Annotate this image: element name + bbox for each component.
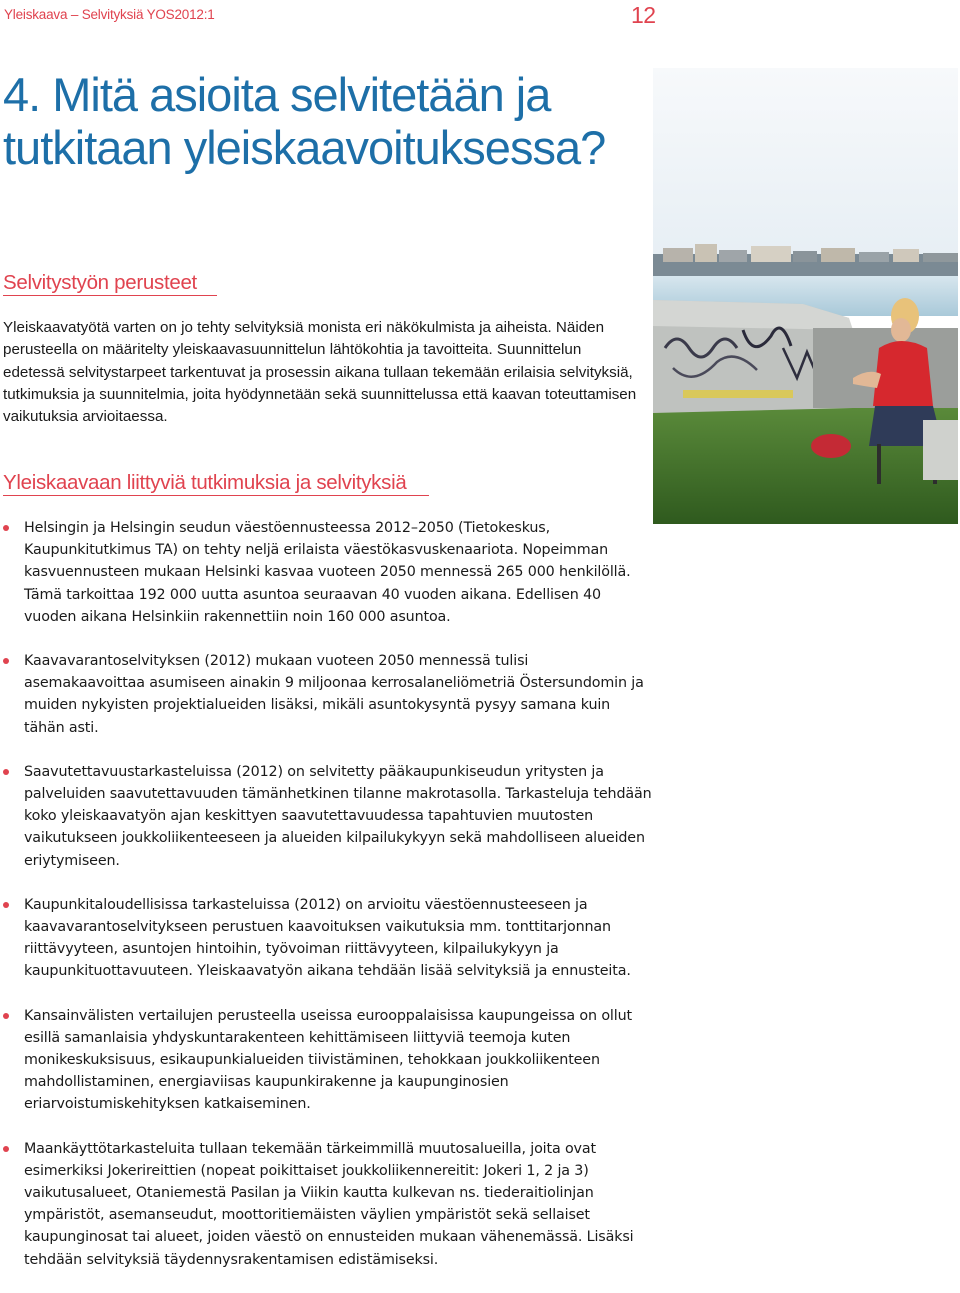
list-item-text: Helsingin ja Helsingin seudun väestöennusteessa 2012–2050 (Tietokeskus, Kaupunkitutkimus TA) on tehty neljä erilaista väestökasvuskenaariota. Nopeimman kasvuennusteen mukaan Helsinki kasvaa vuoteen 2050 mennessä 265 000 henkilöllä. Tämä tarkoittaa 192 000 uutta asuntoa seuraavan 40 vuoden aikana. Edellisen 40 vuoden aikana Helsinkiin rakennettiin noin 160 000 asuntoa. [24,520,631,625]
list-item [3,761,653,872]
list-item-text: Kaavavarantoselvityksen (2012) mukaan vuoteen 2050 mennessä tulisi asemakaavoittaa asumiseen ainakin 9 miljoonaa kerrosalaneliömetriä Östersundomin ja muiden nykyisten projektialueiden lisäksi, mikäli asuntokysyntä pysyy samana kuin tähän asti. [24,653,644,736]
list-item-text: Kaupunkitaloudellisissa tarkasteluissa (2012) on arvioitu väestöennusteeseen ja kaavavarantoselvitykseen perustuen kaavoituksen vaikutuksia mm. tonttitarjonnan riittävyyteen, asuntojen hintoihin, työvoiman riittävyyteen, kilpailukykyyn ja kaupunkituottavuuteen. Yleiskaavatyön aikana tehdään lisää selvityksiä ja ennusteita. [24,896,631,980]
page-number: 12 [631,2,656,28]
bullet-icon [3,1146,9,1152]
list-item [3,1005,653,1116]
list-item [3,517,653,628]
bullet-icon [3,902,9,908]
bullet-icon [3,525,9,531]
list-item-text: Maankäyttötarkasteluita tullaan tekemään tärkeimmillä muutosalueilla, joita ovat esimerkiksi Jokerireittien (nopeat poikittaiset joukkoliikennereitit: Jokeri 1, 2 ja 3) vaikutusalueet, Otaniemestä Pasilan ja Viikin kautta kulkevan ns. tiederaitiolinjan ympäristöt, asemanseudut, moottoritiemäisten väylien ympäristöt sekä sellaiset kaupunginosat tai alueet, joiden väestö on ennusteiden mukaan vähenemässä. Lisäksi tehdään selvityksiä täydennysrakentamisen edistämiseksi. [24,1140,634,1268]
intro-paragraph: Yleiskaavatyötä varten on jo tehty selvityksiä monista eri näkökulmista ja aiheista. Näiden perusteella on määritelty yleiskaavasuunnittelun lähtökohtia ja tavoitteita. Suunnittelun edetessä selvitystarpeet tarkentuvat ja prosessin aikana tullaan tekemään erilaisia selvityksiä, tutkimuksia ja suunnitelmia, joita hyödynnetään sekä suunnittelussa että kaavan toteuttamisen vaikutuksia arvioitaessa. [3,319,637,426]
page-title: 4. Mitä asioita selvitetään ja tutkitaan yleiskaavoituksessa? [3,68,606,174]
list-item [3,894,653,983]
list-item [3,1138,653,1271]
list-item [3,650,653,739]
heading-underline [3,295,217,296]
section-heading-basis: Selvitystyön perusteet [3,271,197,294]
bullet-icon [3,658,9,664]
list-item-text: Kansainvälisten vertailujen perusteella useissa eurooppalaisissa kaupungeissa on ollut esillä samanlaisia yhdyskuntarakenteen kehittämiseen liittyviä teemoja kuten monikeskuksisuus, esikaupunkialueiden tiivistäminen, tehokkaan joukkoliikenteen mahdollistaminen, energiaviisas kaupunkirakenne ja kaupunginosien eriarvoistumiskehityksen katkaiseminen. [24,1007,632,1113]
bullet-icon [3,1013,9,1019]
studies-list [3,517,653,1293]
heading-underline [3,495,429,496]
running-header: Yleiskaava – Selvityksiä YOS2012:1 [4,7,215,22]
bullet-icon [3,769,9,775]
section-heading-studies: Yleiskaavaan liittyviä tutkimuksia ja selvityksiä [3,471,407,494]
list-item-text: Saavutettavuustarkasteluissa (2012) on selvitetty pääkaupunkiseudun yritysten ja palveluiden saavutettavuuden tämänhetkinen tilanne makrotasolla. Tarkasteluja tehdään koko yleiskaavatyön ajan keskittyen saavutettavuudessa tapahtuvien muutosten vaikutukseen joukkoliikenteeseen ja alueiden kilpailukykyyn sekä mahdolliseen alueiden eriytymiseen. [24,763,652,869]
photo-woman-by-waterfront [653,68,958,524]
